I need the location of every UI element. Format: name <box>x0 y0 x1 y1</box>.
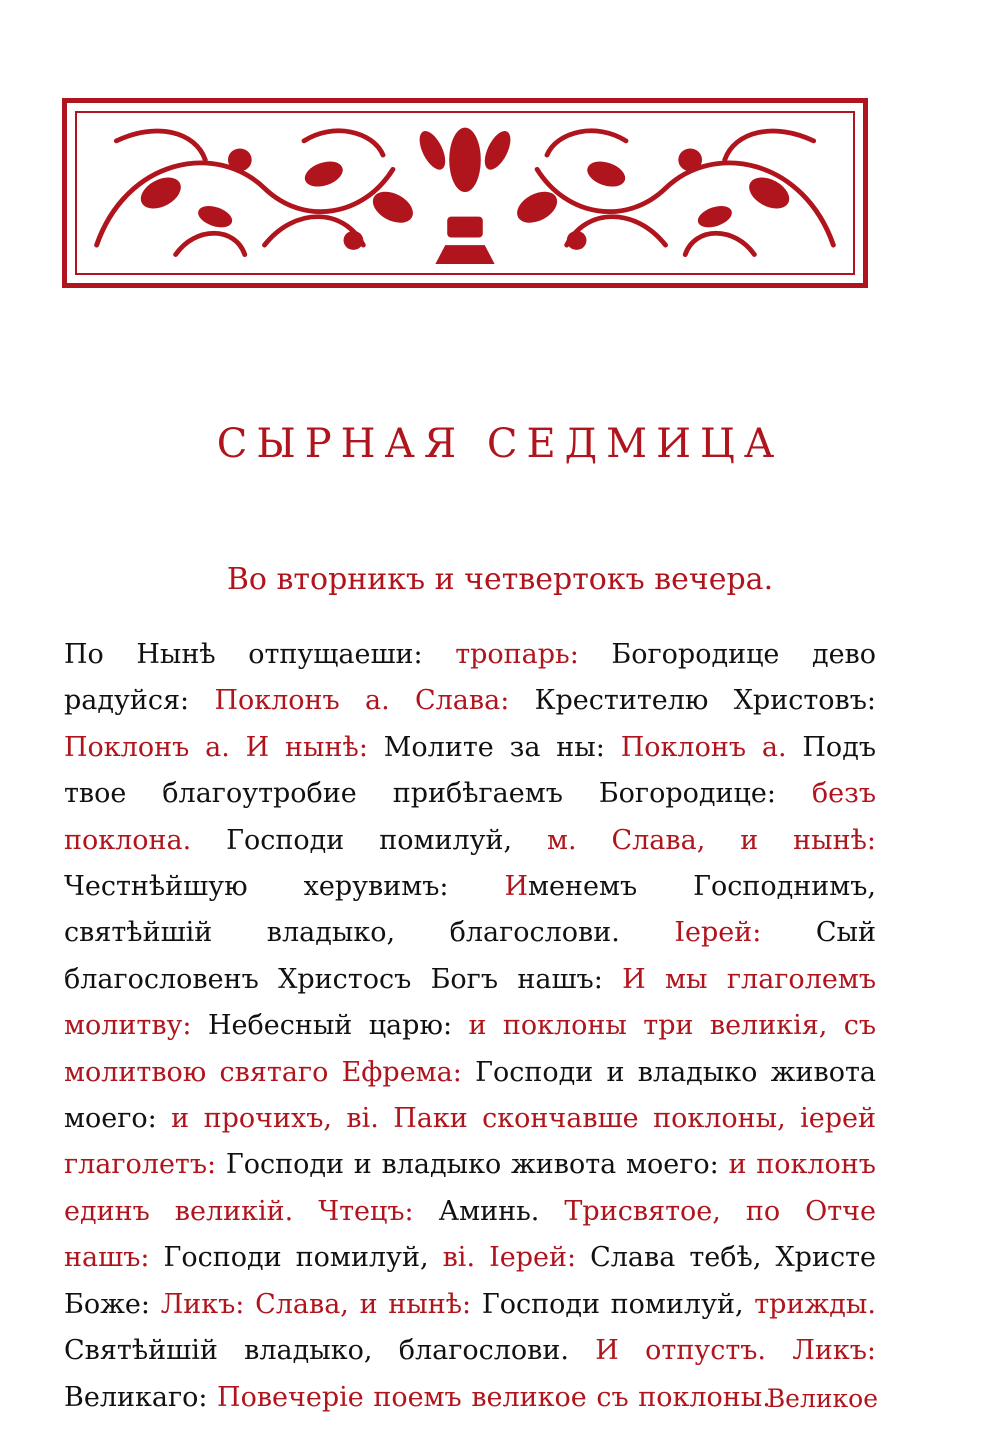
text-run: Господи и владыко живота моего: <box>225 1149 729 1181</box>
text-run: Аминь. <box>438 1195 565 1227</box>
text-run: Господи и владыко живота моего: <box>64 1056 876 1135</box>
rubric-run: Повечерiе поемъ великое съ поклоны. <box>217 1381 771 1413</box>
text-run: Честнѣйшую херувимъ: <box>64 871 505 903</box>
text-run: По Нынѣ отпущаеши: <box>64 639 456 670</box>
rubric-run: трижды. <box>754 1288 877 1320</box>
rubric-run: м. Слава, и нынѣ: <box>546 824 876 856</box>
text-run: Святѣйшiй владыко, благослови. <box>64 1335 596 1367</box>
rubric-run: Трисвятое, по Отче нашъ: <box>64 1195 877 1274</box>
rubric-run: и поклонъ единъ великiй. Чтецъ: <box>64 1149 876 1227</box>
rubric-run: И отпустъ. Ликъ: <box>595 1335 877 1367</box>
text-run: Богородице дево радуйся: <box>64 639 877 717</box>
text-run: Господи помилуй, <box>481 1288 755 1320</box>
rubric-run: и поклоны три великiя, съ молитвою святаго Ефрема: <box>64 1010 877 1088</box>
text-run: Молите за ны: <box>383 731 621 763</box>
ornamental-headpiece <box>62 98 868 288</box>
section-subtitle: Во вторникъ и четвертокъ вечера. <box>226 562 774 597</box>
rubric-run: тропарь: <box>455 639 612 670</box>
rubric-run: вi. Iерей: <box>442 1242 591 1274</box>
text-run: Господи помилуй, <box>226 824 547 856</box>
rubric-run: Iерей: <box>674 917 816 949</box>
text-run: Подъ твое благоутробие прибѣгаемъ Богородице: <box>64 731 876 810</box>
text-run: Слава тебѣ, Христе Боже: <box>64 1242 876 1320</box>
rubric-run: безъ поклона. <box>64 778 876 856</box>
rubric-run: И мы глаголемъ молитву: <box>64 963 877 1042</box>
floral-ornament <box>67 103 863 283</box>
rubric-run: Ликъ: Слава, и нынѣ: <box>160 1288 482 1320</box>
text-run: Небесный царю: <box>207 1010 469 1042</box>
rubric-run: И <box>504 871 529 903</box>
text-run: Господи помилуй, <box>163 1242 443 1274</box>
rubric-run: Поклонъ а. <box>620 731 803 763</box>
text-run: Крестителю Христовъ: <box>534 685 876 717</box>
rubric-run: Поклонъ а. И нынѣ: <box>64 731 384 763</box>
text-run: Великаго: <box>64 1381 218 1413</box>
catchword: Великое <box>766 1384 878 1413</box>
text-run: менемъ Господнимъ, святѣйшiй владыко, благослови. <box>64 871 877 949</box>
text-run: Сый благословенъ Христосъ Богъ нашъ: <box>64 917 876 995</box>
rubric-run: и прочихъ, вi. Паки скончавше поклоны, iерей глаголетъ: <box>64 1103 876 1181</box>
rubric-body-text <box>64 632 876 1421</box>
page-title: СЫРНАЯ СЕДМИЦА <box>216 421 784 467</box>
rubric-run: Поклонъ а. Слава: <box>214 685 535 717</box>
